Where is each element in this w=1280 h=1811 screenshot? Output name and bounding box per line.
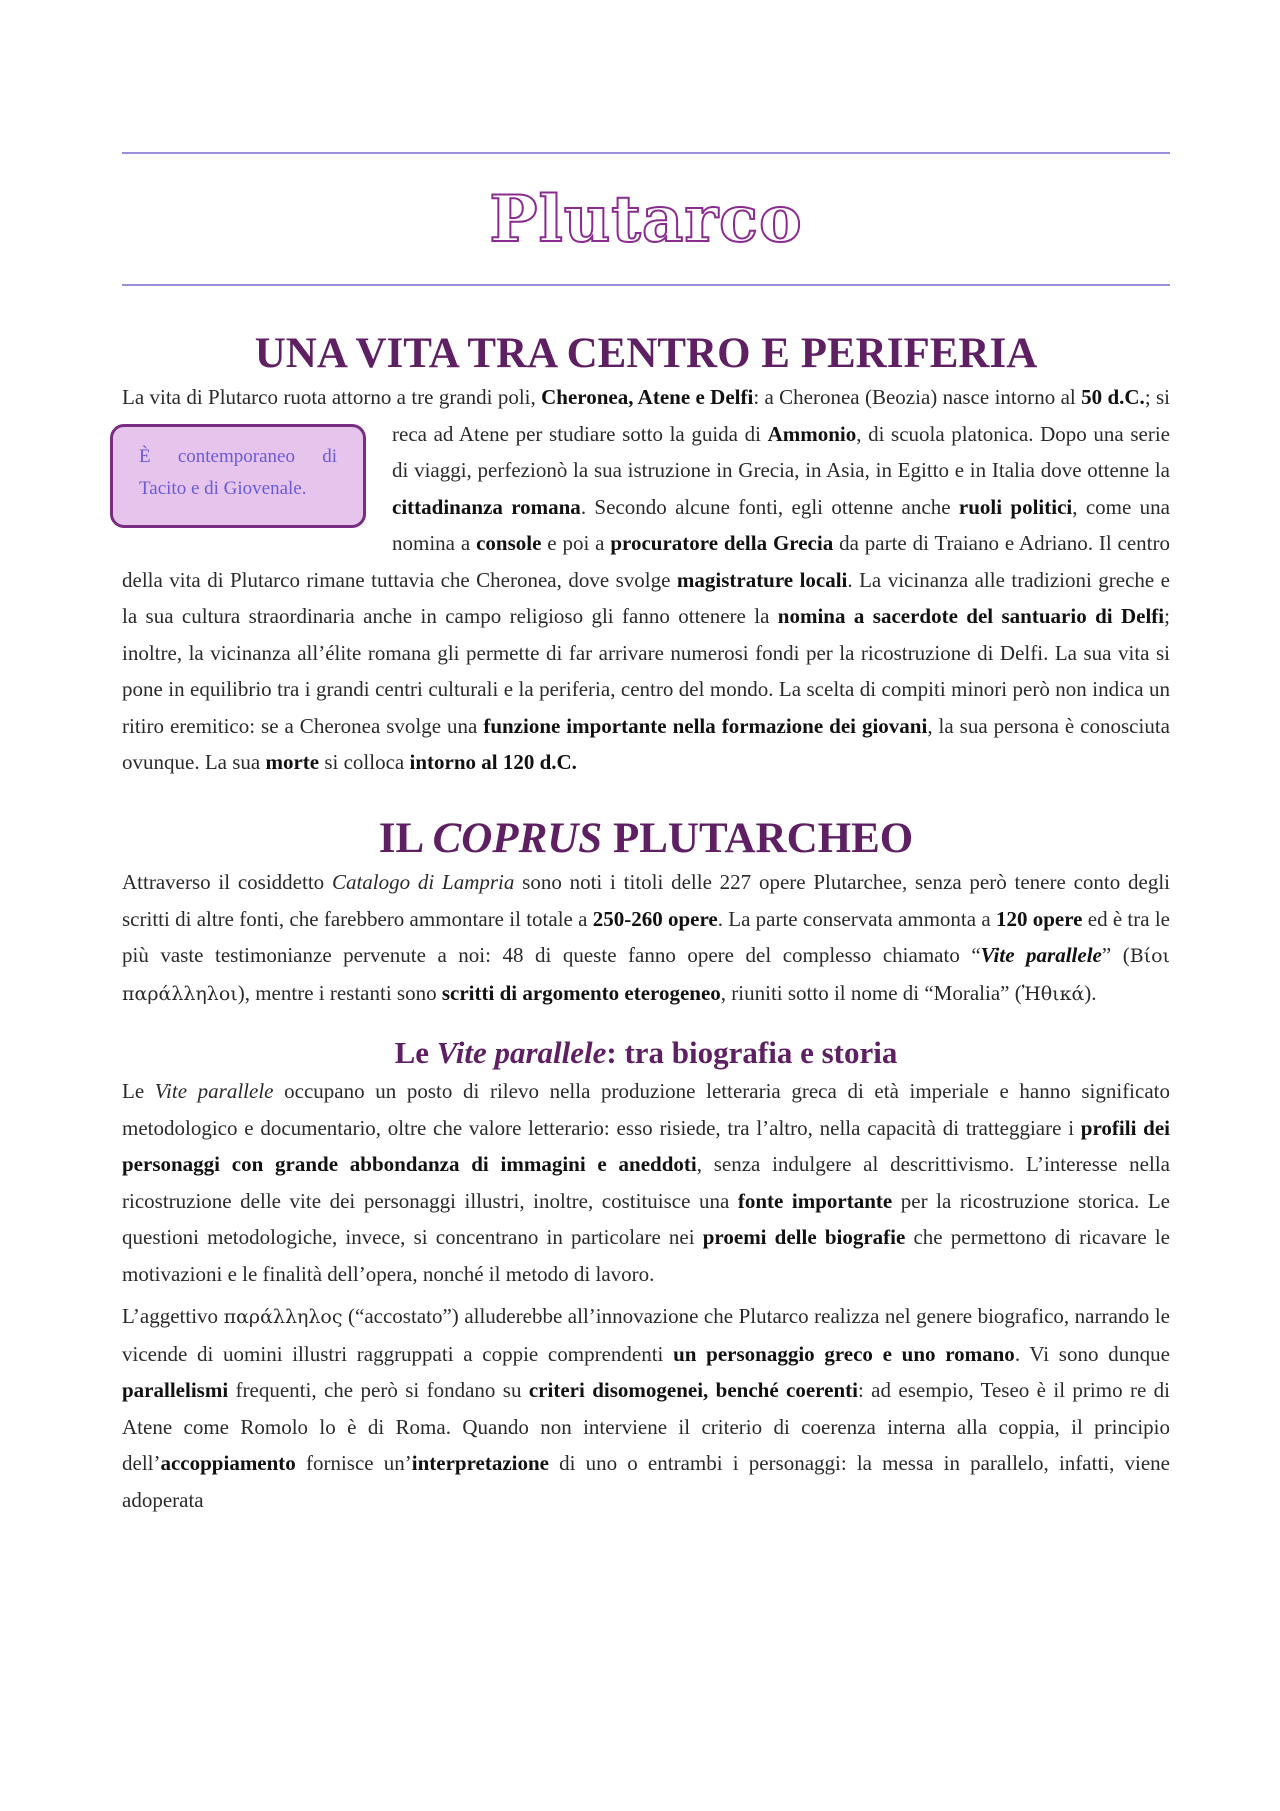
text-run: sono noti i titoli delle 227 opere Plutarchee, senza però tenere conto degli scritti di altre fonti, che farebbero ammontare il totale a xyxy=(122,870,1170,931)
text-run: che permettono di ricavare le motivazioni e le finalità dell’opera, nonché il metodo di lavoro. xyxy=(122,1225,1170,1286)
text-run: . La parte conservata ammonta a xyxy=(717,906,996,931)
text-run: , di scuola platonica. Dopo una serie di viaggi, perfezionò la sua istruzione in Grecia, in Asia, in Egitto e in Italia dove ottenne la xyxy=(392,421,1170,483)
bold-run: fonte importante xyxy=(737,1188,893,1213)
text-run: di uno o entrambi i personaggi: la messa in parallelo, infatti, viene adoperata xyxy=(122,1451,1170,1512)
text-run: ; si reca ad Atene per studiare sotto la guida di xyxy=(392,385,1171,446)
bold-run: console xyxy=(476,531,542,556)
heading-part: IL xyxy=(378,814,433,862)
bold-run: procuratore della Grecia xyxy=(610,531,834,556)
bold-run: ruoli politici xyxy=(958,494,1073,519)
text-run: ; inoltre, la vicinanza all’élite romana gli permette di far arrivare numerosi fondi per la ricostruzione di Delfi. La sua vita si pone in equilibrio tra i grandi centri culturali e la periferia, centro del mondo. La scelta di compiti minori però non indica un ritiro eremitico: se a Cheronea svolge una xyxy=(122,604,1170,738)
text-run: per la ricostruzione storica. Le questioni metodologiche, invece, si concentrano in particolare nei xyxy=(122,1188,1170,1250)
title-divider xyxy=(122,284,1170,286)
text-run: si colloca xyxy=(319,750,410,775)
bold-run: 50 d.C. xyxy=(1081,385,1145,410)
text-run: da parte di Traiano e Adriano. Il centro della vita di Plutarco rimane tuttavia che Cheronea, dove svolge xyxy=(122,531,1171,592)
text-run: : ad esempio, Teseo è il primo re di Atene come Romolo lo è di Roma. Quando non interviene il criterio di coerenza interna alla coppia, il principio dell’ xyxy=(122,1378,1170,1476)
page-title: Plutarco xyxy=(489,181,803,257)
text-run: L’aggettivo xyxy=(122,1304,224,1329)
text-run: : a Cheronea (Beozia) nasce intorno al xyxy=(753,385,1082,410)
text-run: , come una nomina a xyxy=(392,494,1170,556)
text-run: e poi a xyxy=(541,531,611,556)
text-run: Attraverso il cosiddetto xyxy=(122,870,332,895)
heading-italic: Vite parallele xyxy=(436,1035,607,1071)
greek-run: Βίοι παράλληλοι xyxy=(122,945,1171,1005)
text-run: ed è tra le più vaste testimonianze pervenute a noi: 48 di queste fanno opere del complesso chiamato “ xyxy=(122,906,1170,968)
heading-part: PLUTARCHEO xyxy=(602,814,914,862)
bold-run: cittadinanza romana xyxy=(392,494,581,519)
heading-part: : tra biografia e storia xyxy=(606,1035,898,1071)
title-area xyxy=(122,154,1170,284)
heading-italic: COPRUS xyxy=(432,814,603,862)
text-run: ), mentre i restanti sono xyxy=(237,980,442,1005)
bold-italic-run: Vite parallele xyxy=(980,943,1102,968)
text-run: frequenti, che però si fondano su xyxy=(228,1378,529,1403)
greek-run: παράλληλος xyxy=(223,1306,343,1329)
text-run: Le xyxy=(122,1079,155,1104)
bold-run: nomina a sacerdote del santuario di Delfi xyxy=(777,604,1165,629)
bold-run: intorno al 120 d.C. xyxy=(409,750,577,775)
heading-part: Le xyxy=(394,1035,437,1071)
paragraph-corpus xyxy=(122,864,1170,1012)
bold-run: magistrature locali xyxy=(676,567,848,592)
italic-run: Catalogo di Lampria xyxy=(331,870,515,895)
bold-run: Cheronea, Atene e Delfi xyxy=(541,385,754,410)
italic-run: Vite parallele xyxy=(154,1079,274,1104)
text-run: (“accostato”) alluderebbe all’innovazione che Plutarco realizza nel genere biografico, narrando le vicende di uomini illustri raggruppati a coppie comprendenti xyxy=(122,1304,1170,1366)
bold-run: accoppiamento xyxy=(160,1451,296,1476)
bold-run: profili dei personaggi con grande abbondanza di immagini e aneddoti xyxy=(122,1115,1171,1177)
paragraph-vite-1 xyxy=(122,1073,1170,1292)
text-run: ” ( xyxy=(1101,943,1130,968)
text-run: occupano un posto di rilevo nella produzione letteraria greca di età imperiale e hanno significato metodologico e documentario, oltre che valore letterario: esso risiede, tra l’altro, nella capacità di tratteggiare i xyxy=(122,1079,1170,1140)
paragraph-vite-2 xyxy=(122,1298,1170,1518)
bold-run: un personaggio greco e uno romano xyxy=(673,1341,1015,1366)
bold-run: interpretazione xyxy=(411,1451,549,1476)
bold-run: criteri disomogenei, benché coerenti xyxy=(528,1378,858,1403)
greek-run: Ἠθικά xyxy=(1021,982,1085,1005)
paragraph-vita xyxy=(122,379,1170,781)
text-run: fornisce un’ xyxy=(295,1451,412,1476)
bold-run: proemi delle biografie xyxy=(702,1225,906,1250)
document-page xyxy=(122,152,1170,1518)
bold-run: funzione importante nella formazione dei giovani xyxy=(483,713,928,738)
section-heading-vita: UNA VITA TRA CENTRO E PERIFERIA xyxy=(254,330,1038,377)
bold-run: 250-260 opere xyxy=(592,906,718,931)
text-run: , senza indulgere al descrittivismo. L’interesse nella ricostruzione delle vite dei personaggi illustri, inoltre, costituisce una xyxy=(122,1152,1170,1213)
bold-run: parallelismi xyxy=(122,1378,229,1403)
section-heading-corpus xyxy=(122,815,1170,862)
bold-run: 120 opere xyxy=(995,906,1083,931)
text-run: La vita di Plutarco ruota attorno a tre grandi poli, xyxy=(122,385,542,410)
subsection-heading-vite xyxy=(122,1034,1170,1071)
bold-run: Ammonio xyxy=(767,421,857,446)
text-run: , riuniti sotto il nome di “Moralia” ( xyxy=(720,980,1022,1005)
bold-run: scritti di argomento eterogeneo xyxy=(441,980,721,1005)
text-run: . La vicinanza alle tradizioni greche e la sua cultura straordinaria anche in campo religioso gli fanno ottenere la xyxy=(122,567,1170,629)
text-run: ). xyxy=(1084,980,1097,1005)
text-run: . Secondo alcune fonti, egli ottenne anche xyxy=(580,494,959,519)
callout-box: È contemporaneo di Tacito e di Giovenale. xyxy=(110,424,366,528)
text-run: . Vi sono dunque xyxy=(1014,1341,1170,1366)
bold-run: morte xyxy=(265,750,320,775)
text-run: , la sua persona è conosciuta ovunque. La sua xyxy=(122,713,1170,775)
